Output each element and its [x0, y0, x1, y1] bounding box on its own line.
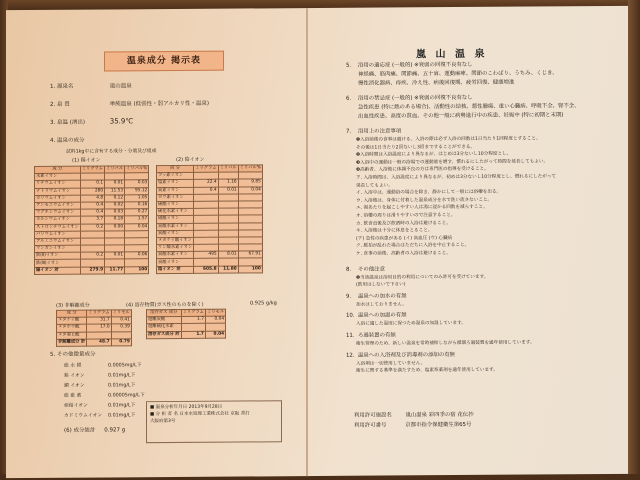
anion-total-cell: 605.8 — [194, 266, 218, 273]
right-item-text: その他注意 — [358, 266, 385, 273]
cation-cell: 0.12 — [105, 195, 125, 202]
cation-table — [34, 165, 149, 275]
gas-col-header: ミリモル — [206, 309, 225, 315]
anion-cell: メタケイ酸イオン — [158, 237, 192, 244]
anion-cell: ヨウ素イオン — [157, 194, 194, 201]
right-item-number: 6. — [346, 95, 352, 102]
right-subtext: ❶当該温泉は浴用目的の利用についてのみ許可を受けています。 — [356, 274, 489, 281]
gas-table — [146, 309, 226, 339]
right-subtext: ク. 脈拍が乱れた場合はただちに入浴を中止すること。 — [356, 243, 470, 250]
anion-cell: 炭酸イオン — [157, 259, 194, 266]
cation-col-header: ミリバル% — [126, 166, 148, 172]
cation-cell: 0.4 — [80, 202, 104, 209]
anion-cell: 0.4 — [194, 187, 218, 194]
right-subtext: 加水はしておりません。 — [356, 302, 407, 308]
permit-facility-value: 嵐山温泉 彩四季の宿 花伝抄 — [405, 411, 474, 419]
nonion-heading: (3) 非解離成分 — [56, 302, 90, 309]
right-subtext: ❷入浴時間は入浴温度により異なるが、はじめは3分ないし10分程度とし、 — [356, 151, 512, 158]
micro-name: 鉛 イオン — [64, 373, 85, 379]
cation-total-cell: 11.77 — [105, 266, 125, 273]
gas-col-header: ミリグラム — [182, 309, 204, 316]
right-item-text: 出血性疾患、高度の貧血、その他一般に病勢進行中の疾患、妊娠中 (特に初期と末期) — [358, 112, 564, 120]
right-item-text: 急性疾患 (特に熱のある場合)、活動性の結核、悪性腫瘍、重い心臓病、呼吸不全、腎不全、 — [358, 103, 580, 111]
anion-cell: 0.04 — [238, 186, 262, 193]
anion-cell: 0.01 — [218, 187, 238, 194]
permit-number-label: 利用許可番号 — [354, 422, 387, 429]
anion-cell: フッ素イオン — [157, 173, 194, 180]
cation-cell: 0.1 — [80, 180, 104, 187]
right-subtext: エ. 湯あたりを起こしやすい人は湯に浸かる回数を減らすこと。 — [356, 205, 488, 212]
right-subtext: イ. 入浴中は、運動浴の場合を除き、静かにして一般には浴槽を出る。 — [356, 189, 502, 196]
right-subtext: ウ. 入浴後は、身体に付着した温泉成分を水で洗い流さないこと。 — [356, 197, 493, 204]
right-item — [346, 331, 396, 339]
cation-cell: 水素イオン — [35, 173, 81, 181]
per-kg-note: 試料1kg中に含有する成分・分量及び組成 — [66, 149, 157, 155]
cation-cell: 0.02 — [105, 202, 125, 209]
right-item-number: 10. — [346, 313, 355, 320]
right-item-text: 浴用上の注意事項 — [358, 128, 402, 135]
micro-heading: 5. その他微量成分 — [50, 351, 96, 358]
gas-total-cell: 0.04 — [205, 331, 225, 338]
onsen-title: 嵐 山 温 泉 — [416, 48, 488, 61]
anion-cell: 495 — [194, 251, 218, 258]
right-item — [346, 94, 473, 103]
right-subtext: (飲用はしないで下さい) — [356, 282, 406, 288]
cation-total-row — [35, 266, 149, 274]
right-item-number: 12. — [346, 352, 355, 359]
right-item — [346, 351, 455, 360]
nonion-total-cell: 0.79 — [111, 339, 131, 346]
nonion-cell: 17.0 — [87, 324, 111, 331]
nonion-total-cell: 非解離成分 計 — [58, 339, 86, 345]
cation-cell: アルミニウムイオン — [35, 238, 81, 246]
right-item-number: 11. — [346, 332, 355, 339]
right-subtext: ❹高齢者、入浴後に体調不良の方は専門医の指導を受けること。 — [356, 167, 489, 174]
right-item-text: 浴用の適応症 (一般的) ※衰弱の回復不良有なし — [358, 61, 473, 69]
micro-row — [64, 361, 142, 369]
micro-value: 0.01mg/L下 — [108, 373, 136, 379]
anion-cell: 9.85 — [238, 179, 262, 186]
right-item-number: 9. — [346, 293, 352, 300]
right-item — [346, 127, 401, 135]
cation-cell: 95.12 — [125, 187, 149, 194]
frame-right — [628, 0, 640, 480]
micro-row — [64, 401, 135, 408]
analysis-title: 温泉成分 掲示表 — [104, 51, 224, 72]
anion-cell: 炭酸水素イオン — [157, 252, 194, 259]
micro-value: 0.01mg/L下 — [108, 383, 136, 389]
micro-row — [64, 381, 135, 388]
right-item — [346, 102, 580, 112]
right-item — [346, 79, 514, 88]
cation-cell: カルシウムイオン — [35, 216, 81, 224]
right-item-text: 温泉への加温の有無 — [358, 312, 407, 320]
right-subtext: ❸入浴中の運動は一般の浴場での運動量を増す。慣れるにしたがって時間を延長してもよい。 — [356, 159, 549, 166]
micro-value: 0.01mg/L下 — [108, 403, 136, 409]
right-subtext: その後は1日当たり2回ないし3回まですることができる。 — [356, 144, 476, 151]
right-item — [346, 111, 563, 121]
anion-total-cell: 100 — [238, 266, 262, 273]
micro-value: 0.01mg/L下 — [108, 413, 136, 419]
gas-heading: (4) 溶存物質(ガス性のものを除く) — [126, 301, 204, 309]
anion-table — [156, 164, 263, 274]
permit-number-row — [354, 421, 471, 430]
right-item — [346, 292, 407, 300]
right-item — [346, 61, 473, 70]
nonion-table — [56, 309, 132, 346]
right-subtext: 衛生に関する基準を満たすため、塩素系薬剤を通年使用しています。 — [356, 367, 498, 374]
cation-cell: 0.4 — [80, 209, 104, 216]
total-label: (6) 成分総計 — [64, 427, 96, 434]
nonion-cell: 31.7 — [87, 317, 111, 324]
cation-cell: ストロンチウムイオン — [36, 224, 79, 230]
nonion-cell: 0.41 — [111, 317, 131, 324]
cation-cell: 0.03 — [125, 180, 149, 187]
source-name-label: 1. 源泉名 — [50, 83, 74, 90]
right-subtext: (ア) 急性の疾患がある (イ) 高血圧 (ウ) 心臓病 — [356, 235, 453, 242]
nonion-total-cell: 48.7 — [87, 339, 111, 346]
anion-col-header: ミリバル — [219, 165, 237, 171]
permit-number-value: 京都市指令保健衛生第65号 — [405, 421, 472, 429]
gas-col-header: 溶存ガス 成分 — [147, 309, 182, 316]
temp-label: 3. 泉温 (湧出) — [50, 119, 86, 126]
anion-total-row — [157, 266, 263, 274]
cation-cell: 0.2 — [80, 252, 104, 259]
cation-cell: マンガンイオン — [35, 245, 81, 253]
cation-cell: 鉄(Ⅲ)イオン — [35, 260, 81, 268]
right-item — [346, 265, 385, 273]
credit-line: 大阪府第3号 — [150, 418, 176, 425]
right-item-number: 7. — [346, 128, 352, 135]
micro-name: 総 砒 素 — [64, 393, 82, 399]
anion-total-cell: 陰イオン 計 — [157, 266, 194, 273]
nonion-total-row — [57, 339, 132, 347]
gas-total-row — [147, 331, 226, 339]
cation-cell: 0.27 — [125, 209, 149, 216]
quality-value: 単純温泉 (低張性・弱アルカリ性・温泉) — [109, 100, 210, 108]
components-label: 4. 温泉の成分 — [50, 137, 85, 144]
anion-col-header: ミリバル% — [239, 165, 261, 171]
anion-cell: リン酸水素イオン — [158, 245, 193, 251]
cation-cell: 0.2 — [80, 223, 104, 230]
micro-name: カドミウムイオン — [64, 413, 103, 419]
right-subtext: オ. 浴槽の周りは滑りやすいので注意すること。 — [356, 213, 456, 219]
source-name-value: 嵐山温泉 — [109, 83, 132, 90]
anion-cell: 硝酸イオン — [157, 216, 194, 223]
right-subtext: 延長してもよい。 — [356, 183, 393, 189]
quality-label: 2. 泉 質 — [50, 101, 70, 108]
cation-cell: 鉄(Ⅱ)イオン — [35, 252, 81, 260]
cation-cell: 0.01 — [105, 180, 125, 187]
right-subtext: ア. 入浴時間は、入浴温度により異なるが、初めは3分ないし10分程度とし、慣れるにしたがって — [356, 174, 557, 181]
cation-cell: 11.53 — [105, 187, 125, 194]
panel-divider — [306, 8, 308, 476]
anion-cell: 8.01 — [218, 251, 238, 258]
nonion-cell: メタケイ酸 — [57, 317, 87, 324]
gas-header-row — [147, 309, 226, 317]
micro-value: 0.00005mg/L下 — [108, 393, 145, 399]
gas-cell: 0.04 — [205, 316, 225, 323]
right-subtext: ケ. 食事の前後、高齢者の入浴は避けること。 — [356, 251, 451, 257]
notice-board — [6, 6, 628, 478]
cation-cell: 0.01 — [105, 252, 125, 259]
dissolved-value: 0.925 g/kg — [250, 300, 277, 307]
right-item-text: 温泉への加水の有無 — [358, 293, 407, 300]
cation-cell: 0.04 — [125, 223, 149, 230]
right-item-text: 慢性消化器病、痔疾、冷え性、病後回復期、疲労回復、健康増進 — [358, 79, 515, 87]
gas-cell: 遊離硫化水素 — [147, 324, 182, 331]
cation-cell: 0.00 — [105, 223, 125, 230]
nonion-col-header: 成 分 — [57, 310, 87, 317]
right-subtext: キ. 入浴後は十分に休息をとること。 — [356, 228, 433, 234]
micro-row — [64, 391, 145, 399]
cation-cell: アンモニウムイオン — [35, 202, 81, 210]
cation-cell: 0.18 — [105, 216, 125, 223]
temp-value: 35.9℃ — [109, 117, 134, 126]
cation-col-header: ミリグラム — [81, 166, 104, 172]
anion-cell: 硫化水素イオン — [157, 208, 194, 215]
nonion-cell: 0.39 — [111, 324, 131, 331]
cation-cell: 0.03 — [105, 209, 125, 216]
gas-total-cell: 溶存ガス成分 計 — [148, 331, 180, 337]
anion-cell: 塩素イオン — [157, 180, 194, 187]
anion-cell: 1.16 — [218, 179, 238, 186]
right-subtext: ❶入浴前後の食事は避ける。入浴の際は必ず入浴の回数は1日当たり1回程度とすること。 — [356, 136, 541, 143]
nonion-cell: メタ亜ヒ酸 — [57, 332, 87, 339]
permit-facility-row — [354, 411, 474, 420]
cation-cell: バリウムイオン — [35, 231, 81, 239]
micro-name: 総 水 銀 — [64, 363, 82, 369]
anion-cell: 22.4 — [194, 180, 218, 187]
credit-line: ■ 分 析 者 名 日本水処理工業株式会社 京阪 香打 — [150, 411, 250, 418]
cation-cell: 0.16 — [125, 202, 149, 209]
cation-cell: 3.7 — [80, 216, 104, 223]
gas-total-cell: 1.7 — [181, 331, 205, 338]
cation-cell: 4.8 — [80, 195, 104, 202]
anion-col-header: ミリグラム — [195, 165, 217, 171]
anion-heading: (2) 陰イオン — [176, 156, 205, 163]
cation-total-cell: 279.9 — [80, 267, 104, 274]
temp-row — [50, 117, 133, 126]
anion-col-header: 成 分 — [157, 165, 194, 172]
right-subtext: 入浴剤は一切使用していません。 — [356, 360, 426, 367]
right-item-number: 5. — [346, 62, 352, 69]
cation-cell: マグネシウムイオン — [35, 209, 81, 217]
micro-row — [64, 371, 135, 378]
micro-value: 0.0005mg/L下 — [108, 363, 142, 369]
total-value: 0.927 g — [104, 427, 126, 434]
micro-name: 亜鉛イオン — [64, 403, 88, 409]
cation-col-header: ミリバル — [106, 166, 124, 172]
right-subtext: 衛生管理のため、新しい温泉を常時補給しながら循環ろ過装置を通年使用しています。 — [356, 340, 535, 347]
cation-cell: ナトリウムイオン — [35, 188, 81, 196]
cation-cell: リチウムイオン — [35, 181, 81, 189]
anion-cell: 臭素イオン — [157, 187, 194, 194]
right-item-text: 温泉への入浴剤及び消毒剤の添加の有無 — [358, 351, 456, 359]
cation-cell: 1.05 — [125, 194, 149, 201]
analysis-credit-box — [146, 400, 282, 443]
right-item-text: 神経痛、筋肉痛、関節痛、五十肩、運動麻痺、関節のこわばり、うちみ、くじき、 — [358, 70, 558, 78]
anion-total-cell: 11.80 — [218, 266, 238, 273]
nonion-cell: メタホウ酸 — [57, 324, 87, 331]
permit-facility-label: 利用許可施設名 — [354, 412, 392, 419]
anion-cell: 炭酸水素イオン — [157, 223, 194, 230]
right-item — [346, 69, 558, 78]
anion-cell: 67.91 — [238, 251, 262, 258]
source-name-row — [50, 81, 132, 90]
cation-cell: 1.57 — [125, 216, 149, 223]
right-item — [346, 312, 407, 320]
nonion-header-row — [57, 310, 132, 318]
micro-row — [64, 411, 135, 418]
right-subtext: カ. 飲食直後及び飲酒時の入浴は避けること。 — [356, 220, 451, 227]
cation-total-cell: 100 — [125, 266, 149, 273]
right-subtext: 入浴に適した温度に保つため温泉の加温しています。 — [356, 321, 466, 328]
anion-cell: 炭酸イオン — [157, 230, 194, 237]
anion-cell: 硫酸イオン — [157, 201, 194, 208]
gas-cell: 1.7 — [181, 316, 205, 323]
cation-cell: カリウムイオン — [35, 195, 81, 203]
right-item-text: 浴用の禁忌症 (一般的) ※衰弱の回復不良有なし — [358, 94, 473, 102]
cation-total-cell: 陽イオン 計 — [35, 267, 81, 275]
right-item-number: 8. — [346, 266, 352, 273]
total-row — [64, 425, 125, 433]
cation-cell: 0.06 — [125, 252, 149, 259]
micro-name: 銅 イオン — [64, 383, 85, 389]
right-item-text: ろ過装置の有無 — [358, 332, 396, 339]
credit-line: ■ 温泉分析年月日 2013年9月28日 — [150, 404, 223, 411]
cation-col-header: 成 分 — [35, 166, 81, 174]
nonion-col-header: ミリグラム — [88, 310, 110, 316]
cation-heading: (1) 陽イオン — [72, 157, 101, 164]
quality-row — [50, 99, 209, 108]
nonion-col-header: ミリモル — [112, 310, 130, 316]
gas-cell: 遊離炭酸 — [147, 317, 182, 324]
cation-cell: 280 — [80, 188, 104, 195]
